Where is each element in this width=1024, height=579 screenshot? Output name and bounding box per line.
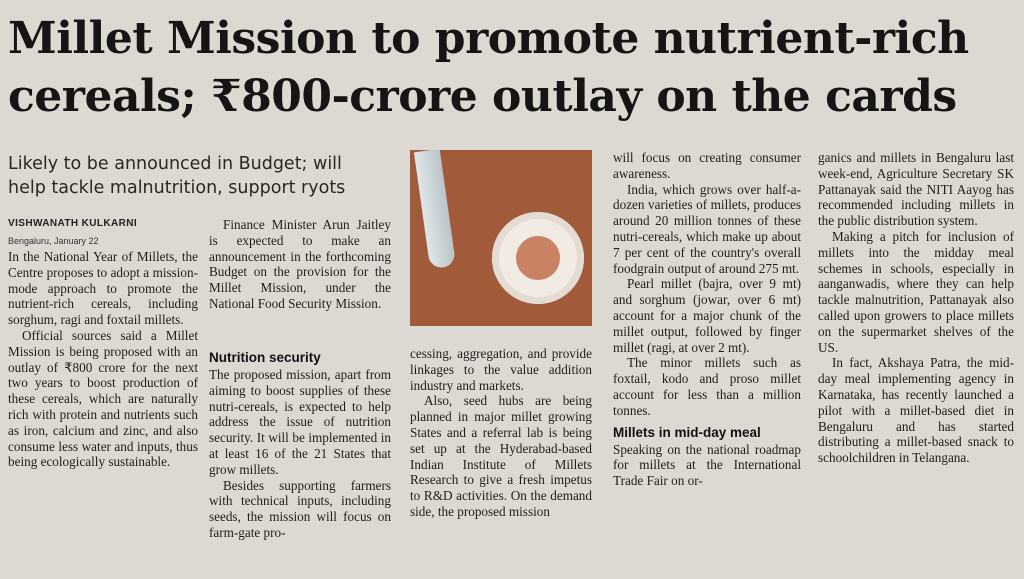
column-3 bbox=[410, 346, 592, 520]
subhead-mid-day-meal: Millets in mid-day meal bbox=[613, 424, 761, 440]
headline bbox=[8, 10, 1018, 126]
deck-line-2: help tackle malnutrition, support ryots bbox=[8, 178, 346, 198]
deck-line-1: Likely to be announced in Budget; will bbox=[8, 154, 342, 174]
paragraph: The minor millets such as foxtail, kodo and proso millet account for less than a million tonnes. bbox=[613, 355, 801, 418]
paragraph: will focus on creating consumer awareness. bbox=[613, 150, 801, 181]
column-2-top bbox=[209, 217, 391, 312]
paragraph: The proposed mission, apart from aiming to boost supplies of these nutri-cereals, is expected to help address the issue of nutrition security. It will be implemented in at least 16 of the 21 States that grow millets. bbox=[209, 367, 391, 477]
column-1 bbox=[8, 249, 198, 470]
headline-line-2: cereals; ₹800-crore outlay on the cards bbox=[8, 71, 957, 122]
column-2 bbox=[209, 344, 391, 541]
paragraph: Making a pitch for inclusion of millets into the midday meal schemes in schools, especially in aanganwadis, where they can help tackle malnutrition, Pattanayak also called upon growers to place millets on the supermarket shelves of the US. bbox=[818, 228, 1014, 355]
paragraph: In the National Year of Millets, the Centre proposes to adopt a mission-mode approach to promote the nutrient-rich cereals, including sorghum, ragi and foxtail millets. bbox=[8, 249, 198, 328]
column-4 bbox=[613, 150, 801, 489]
paragraph: Finance Minister Arun Jaitley is expected to make an announcement in the forthcoming Budget on the provision for the Millet Mission, under the National Food Security Mission. bbox=[209, 217, 391, 311]
paragraph: Besides supporting farmers with technical inputs, including seeds, the mission will focus on farm-gate pro- bbox=[209, 477, 391, 540]
paragraph: In fact, Akshaya Patra, the mid-day meal implementing agency in Karnataka, has recently launched a pilot with a millet-based diet in Bengaluru and has started distributing a millet-based snack to schoolchildren in Telangana. bbox=[818, 355, 1014, 466]
paragraph: India, which grows over half-a-dozen varieties of millets, produces around 20 million tonnes of these nutri-cereals, which make up about 7 per cent of the country's overall foodgrain output of around 275 mt. bbox=[613, 181, 801, 276]
paragraph: ganics and millets in Bengaluru last week-end, Agriculture Secretary SK Pattanayak said the NITI Aayog has recommended including millets in the public distribution system. bbox=[818, 150, 1014, 229]
byline: VISHWANATH KULKARNI bbox=[8, 218, 138, 229]
subhead-nutrition-security: Nutrition security bbox=[209, 350, 321, 365]
paragraph: Also, seed hubs are being planned in major millet growing States and a referral lab is being set up at the Hyderabad-based Indian Institute of Millets Research to give a fresh impetus to R&D activities. On the demand side, the proposed mission bbox=[410, 393, 592, 519]
bowl-image bbox=[492, 212, 584, 304]
headline-line-1: Millet Mission to promote nutrient-rich bbox=[8, 13, 969, 64]
deck bbox=[8, 152, 403, 200]
paragraph: Speaking on the national roadmap for millets at the International Trade Fair on or- bbox=[613, 441, 801, 489]
dateline: Bengaluru, January 22 bbox=[8, 236, 99, 246]
bowl-inner bbox=[516, 236, 560, 280]
paragraph: Official sources said a Millet Mission is being proposed with an outlay of ₹800 crore for the next two years to boost production of these cereals, which are naturally rich with protein and nutrients such as iron, calcium and zinc, and also consume less water and inputs, thus being ecologically sustainable. bbox=[8, 327, 198, 470]
paragraph: cessing, aggregation, and provide linkages to the value addition industry and markets. bbox=[410, 346, 592, 393]
spoon-image bbox=[414, 150, 456, 269]
paragraph: Pearl millet (bajra, over 9 mt) and sorghum (jowar, over 6 mt) account for a major chunk of the millet output, followed by finger millet (ragi, at over 2 mt). bbox=[613, 276, 801, 355]
millet-photo bbox=[410, 150, 592, 326]
column-5 bbox=[818, 150, 1014, 466]
